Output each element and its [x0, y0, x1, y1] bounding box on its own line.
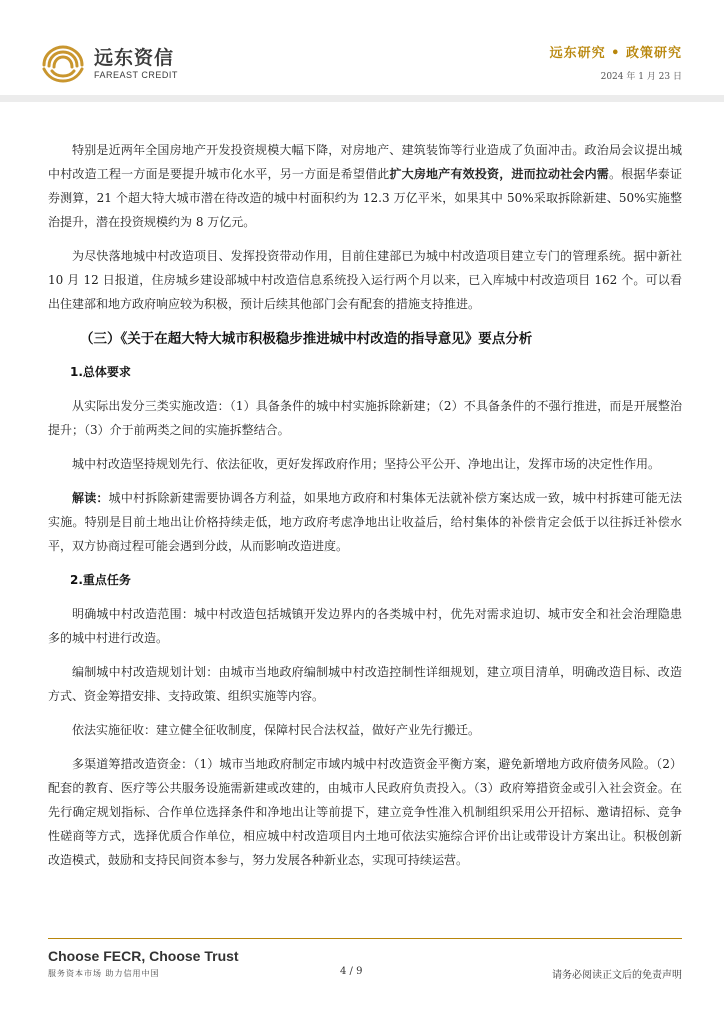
report-date: 2024 年 1 月 23 日: [600, 72, 682, 82]
paragraph-text: 城中村拆除新建需要协调各方利益，如果地方政府和村集体无法就补偿方案达成一致，城中村拆建可能无法实施。特别是目前土地出让价格持续走低，地方政府考虑净地出让收益后，给村集体的补偿肯定会低于以往拆迁补偿水平，双方协商过程可能会遇到分歧，从而影响改造进度。: [48, 491, 682, 553]
paragraph-expropriation: 依法实施征收：建立健全征收制度，保障村民合法权益，做好产业先行搬迁。: [72, 723, 481, 737]
report-series: 远东研究 • 政策研究: [549, 46, 682, 61]
section-title: （三）《关于在超大特大城市积极稳步推进城中村改造的指导意见》要点分析: [80, 331, 533, 347]
footer-slogan-english: Choose FECR, Choose Trust: [48, 948, 239, 964]
emphasis-text: 扩大房地产有效投资，进而拉动社会内需: [389, 167, 609, 181]
footer-slogan-chinese: 服务资本市场 助力信用中国: [48, 969, 160, 978]
paragraph-three-categories: 从实际出发分三类实施改造：（1）具备条件的城中村实施拆除新建；（2）不具备条件的不强行推进，而是开展整治提升；（3）介于前两类之间的实施拆整结合。: [48, 399, 682, 437]
page-number: 4 / 9: [340, 966, 363, 977]
fareast-credit-logo-icon: [40, 44, 86, 84]
paragraph-principles: 城中村改造坚持规划先行、依法征收，更好发挥政府作用；坚持公平公开、净地出让，发挥市场的决定性作用。: [72, 457, 661, 471]
page-header: [0, 0, 724, 102]
paragraph-management-system: 为尽快落地城中村改造项目、发挥投资带动作用，目前住建部已为城中村改造项目建立专门的管理系统。据中新社 10 月 12 日报道，住房城乡建设部城中村改造信息系统投入运行两个月以来，已入库城中村改造项目 162 个。可以看出住建部和地方政府响应较为积极，预计后续其他部门会有配套的措施支持推进。: [48, 249, 682, 311]
disclaimer-note: 请务必阅读正文后的免责声明: [552, 970, 682, 981]
subsection-title-key-tasks: 2.重点任务: [70, 573, 131, 587]
footer-divider: [48, 938, 682, 939]
fareast-credit-logo: [40, 44, 178, 84]
document-body: [48, 138, 682, 882]
paragraph-text: 。根据华泰证券测算，21 个超大特大城市潜在待改造的城中村面积约为 12.3 万亿平米，如果其中 50%采取拆除新建、50%实施整治提升，潜在投资规模约为 8 万亿元。: [48, 167, 682, 229]
paragraph-scope: 明确城中村改造范围：城中村改造包括城镇开发边界内的各类城中村，优先对需求迫切、城市安全和社会治理隐患多的城中村进行改造。: [48, 607, 682, 645]
interpretation-label: 解读：: [72, 491, 109, 505]
subsection-title-general-requirements: 1.总体要求: [70, 365, 131, 379]
header-divider-bar: [0, 95, 724, 102]
paragraph-text: 特别是近两年全国房地产开发投资规模大幅下降，对房地产、建筑装饰等行业造成了负面冲击。政治局会议提出城中村改造工程一方面是要提升城市化水平，另一方面是希望借此: [48, 143, 682, 181]
logo-english-name: FAREAST CREDIT: [94, 70, 178, 80]
paragraph-interpretation: [48, 486, 682, 558]
paragraph-real-estate-investment: [48, 138, 682, 234]
paragraph-funding: 多渠道筹措改造资金：（1）城市当地政府制定市域内城中村改造资金平衡方案，避免新增地方政府债务风险。（2）配套的教育、医疗等公共服务设施需新建或改建的，由城市人民政府负责投入。（3）政府筹措资金或引入社会资金。在先行确定规划指标、合作单位选择条件和净地出让等前提下，建立竞争性准入机制组织采用公开招标、邀请招标、竞争性磋商等方式，选择优质合作单位，相应城中村改造项目内土地可依法实施综合评价出让或带设计方案出让。积极创新改造模式，鼓励和支持民间资本参与，努力发展各种新业态，实现可持续运营。: [48, 757, 682, 867]
paragraph-planning: 编制城中村改造规划计划：由城市当地政府编制城中村改造控制性详细规划，建立项目清单，明确改造目标、改造方式、资金筹措安排、支持政策、组织实施等内容。: [48, 665, 682, 703]
logo-chinese-name: 远东资信: [94, 47, 175, 69]
